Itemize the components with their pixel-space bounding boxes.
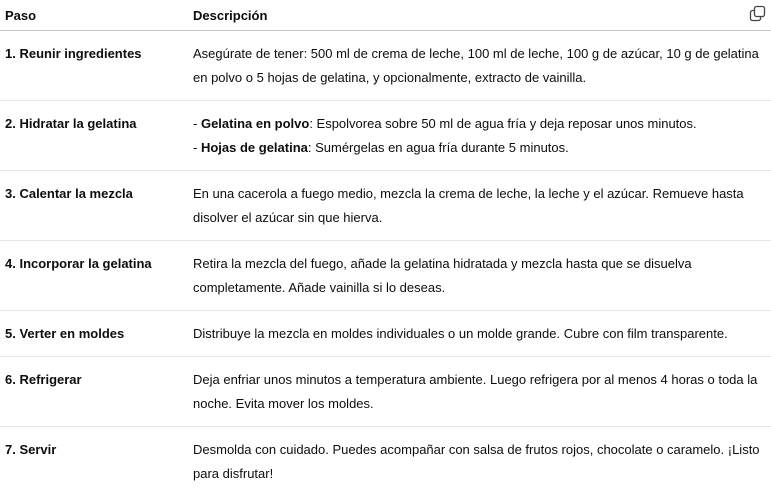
copy-icon — [749, 5, 766, 22]
bullet-item — [193, 136, 767, 160]
bullet-prefix: - — [193, 140, 201, 155]
copy-table-button[interactable] — [747, 3, 767, 23]
bullet-label: Gelatina en polvo — [200, 116, 310, 131]
bullet-label: Hojas de gelatina — [200, 140, 308, 155]
table-header-row — [0, 0, 771, 31]
step-name: 2. Hidratar la gelatina — [0, 101, 193, 171]
table-row — [0, 241, 771, 311]
step-description: Desmolda con cuidado. Puedes acompañar con salsa de frutos rojos, chocolate o caramelo. ¡Listo para disfrutar! — [193, 442, 760, 481]
header-description: Descripción — [193, 0, 771, 31]
step-description: En una cacerola a fuego medio, mezcla la crema de leche, la leche y el azúcar. Remueve hasta disolver el azúcar sin que hierva. — [193, 171, 771, 241]
step-name: 6. Refrigerar — [0, 357, 193, 427]
step-description — [193, 101, 771, 171]
step-name: 5. Verter en moldes — [0, 311, 193, 357]
table-row — [0, 101, 771, 171]
bullet-text: : Sumérgelas en agua fría durante 5 minutos. — [307, 140, 569, 155]
table-row — [0, 171, 771, 241]
table-row — [0, 311, 771, 357]
step-name: 7. Servir — [5, 442, 57, 457]
bullet-item — [193, 112, 767, 136]
table-row — [0, 357, 771, 427]
header-step: Paso — [0, 0, 193, 31]
step-description: Retira la mezcla del fuego, añade la gelatina hidratada y mezcla hasta que se disuelva completamente. Añade vainilla si lo deseas. — [193, 241, 771, 311]
step-name: 3. Calentar la mezcla — [0, 171, 193, 241]
step-description: Deja enfriar unos minutos a temperatura ambiente. Luego refrigera por al menos 4 horas o toda la noche. Evita mover los moldes. — [193, 357, 771, 427]
bullet-text: : Espolvorea sobre 50 ml de agua fría y deja reposar unos minutos. — [309, 116, 697, 131]
step-name: 4. Incorporar la gelatina — [0, 241, 193, 311]
step-description: Distribuye la mezcla en moldes individuales o un molde grande. Cubre con film transparente. — [193, 311, 771, 357]
step-name: 1. Reunir ingredientes — [0, 31, 193, 101]
table-row — [0, 31, 771, 101]
bullet-prefix: - — [193, 116, 201, 131]
step-description: Asegúrate de tener: 500 ml de crema de leche, 100 ml de leche, 100 g de azúcar, 10 g de gelatina en polvo o 5 hojas de gelatina, y opcionalmente, extracto de vainilla. — [193, 31, 771, 101]
table-row — [0, 427, 771, 497]
